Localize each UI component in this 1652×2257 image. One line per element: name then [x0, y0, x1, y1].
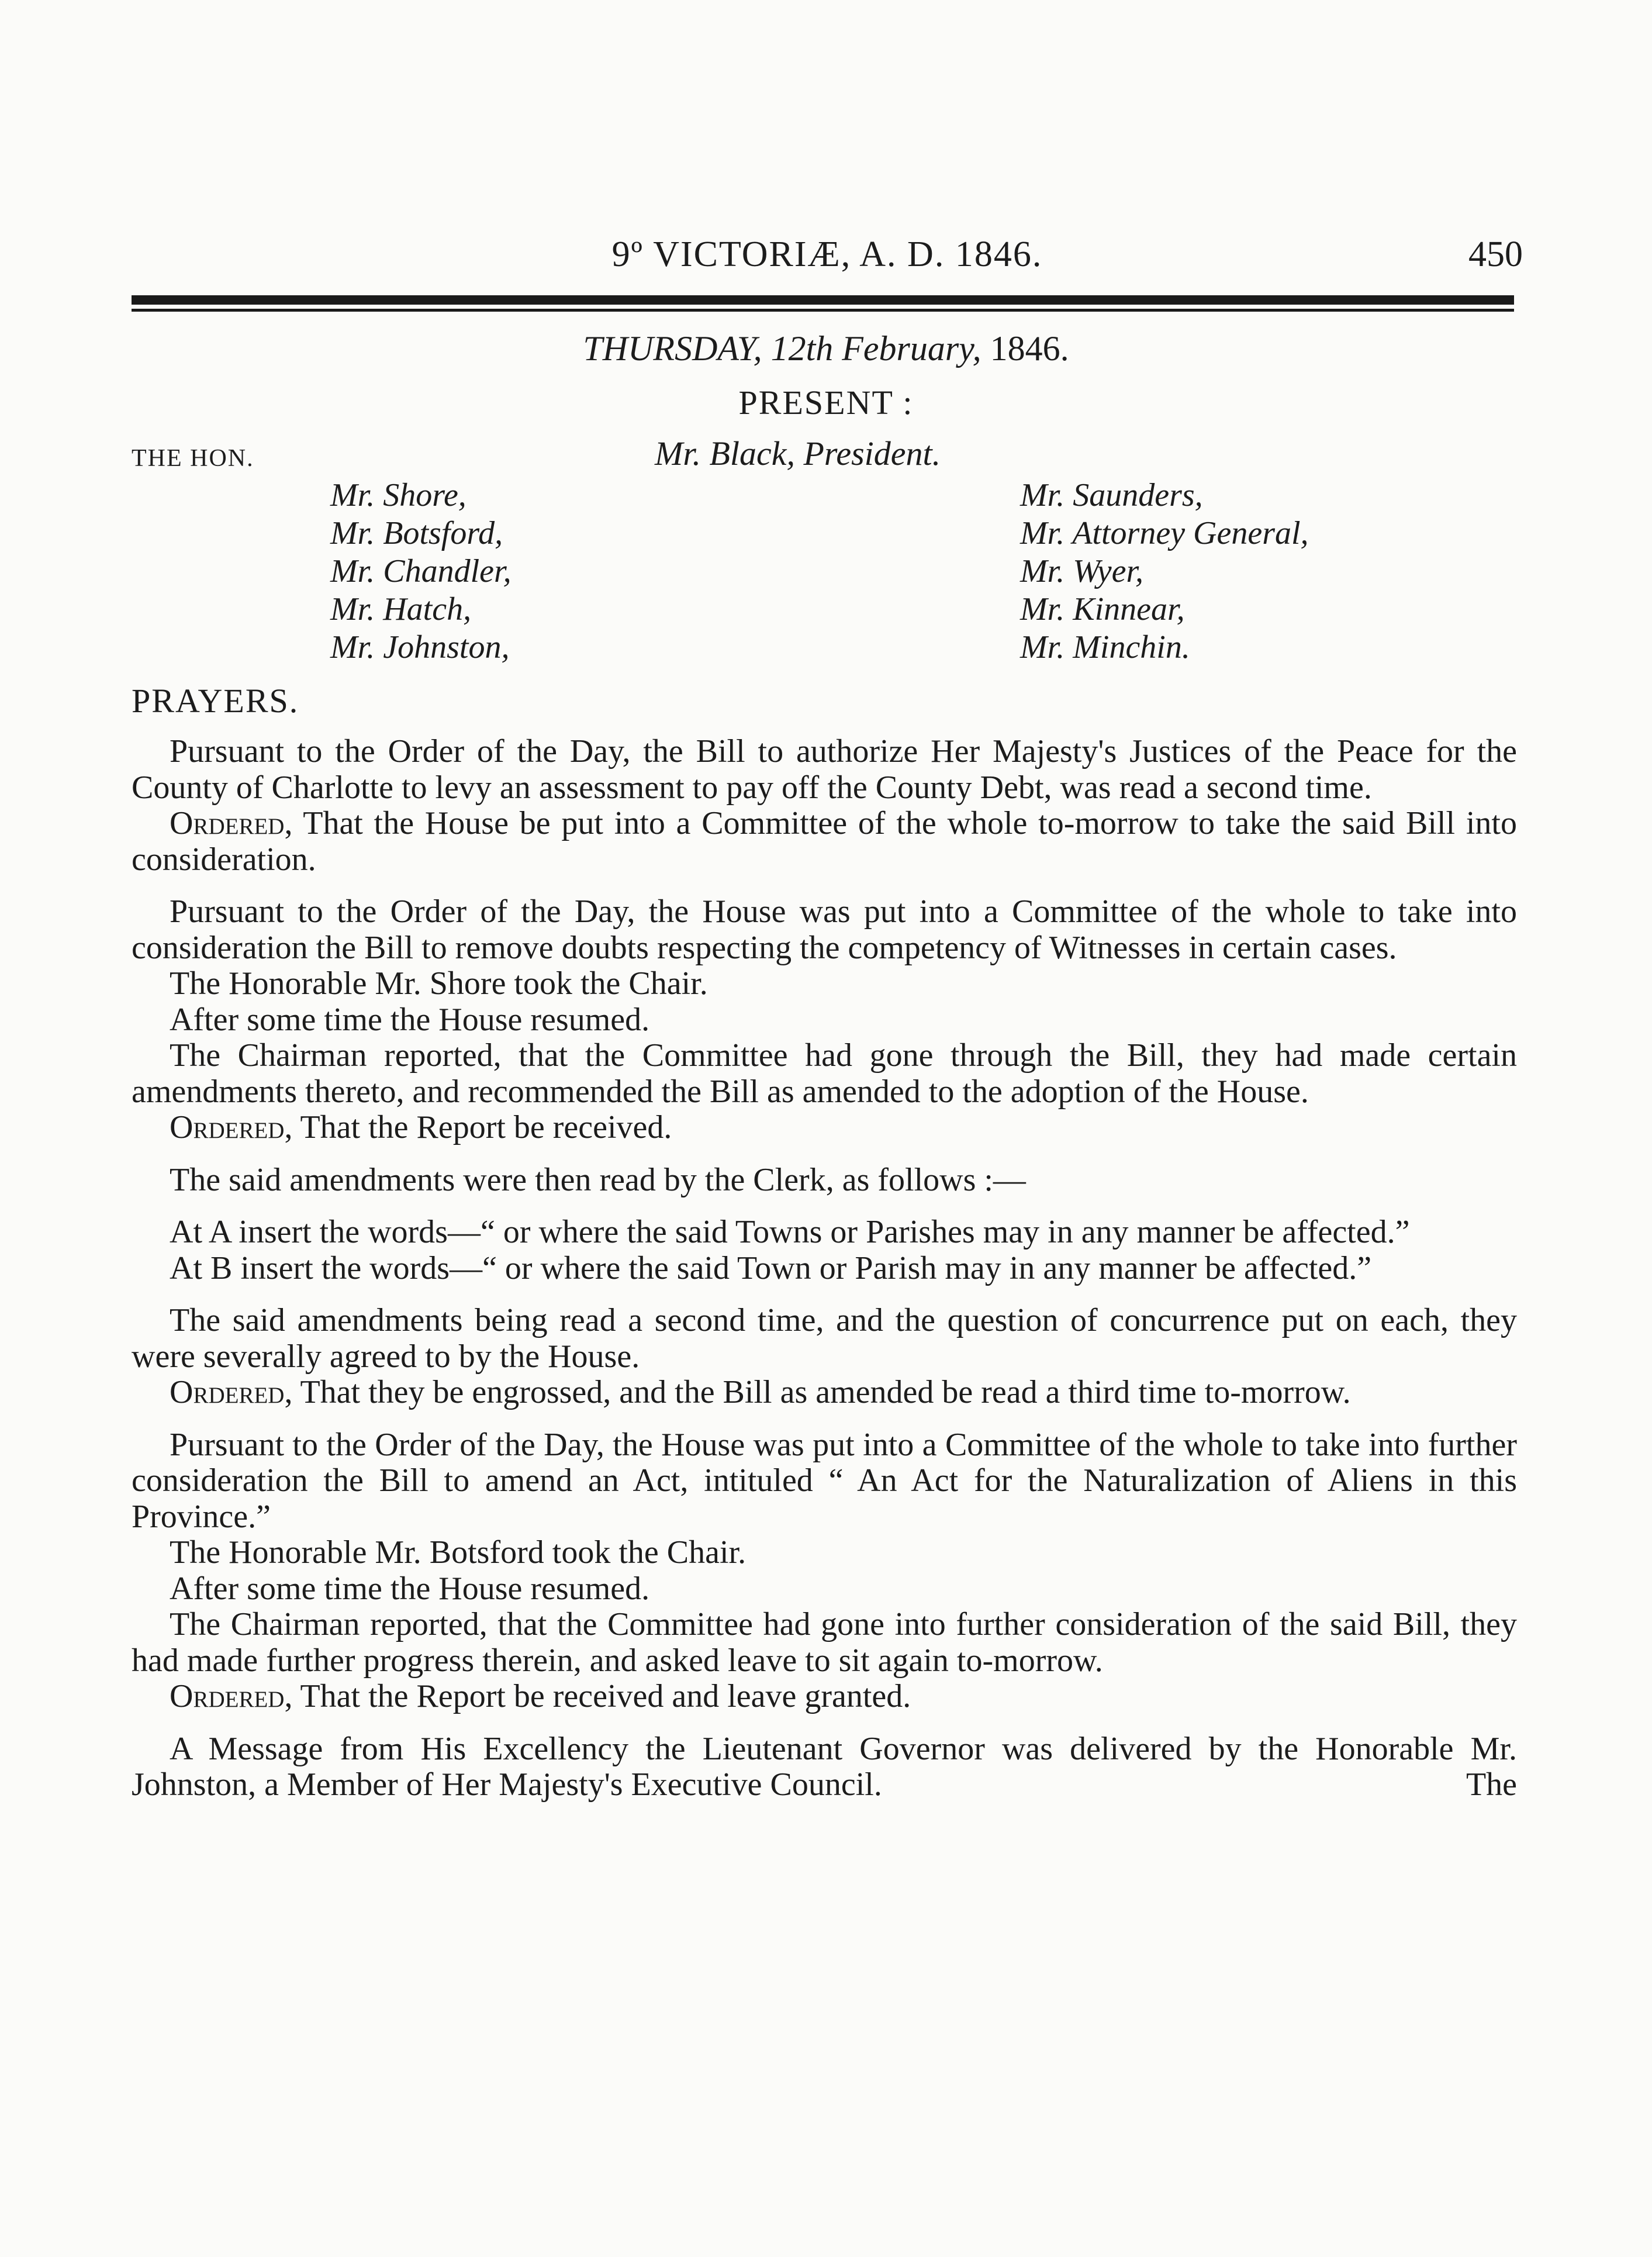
member-name: Mr. Saunders,: [1020, 477, 1203, 513]
member-name: Mr. Attorney General,: [1020, 515, 1309, 551]
present-heading: PRESENT :: [738, 384, 914, 422]
catchword: The: [1466, 1766, 1517, 1803]
member-name: Mr. Shore,: [330, 477, 466, 513]
paragraph: Ordered, That the House be put into a Committee of the whole to-morrow to take the said Bill into consideration.: [132, 805, 1517, 878]
paragraph: The Honorable Mr. Shore took the Chair.: [170, 965, 708, 1002]
paragraph: The Honorable Mr. Botsford took the Chair.: [170, 1534, 746, 1571]
paragraph: Pursuant to the Order of the Day, the House was put into a Committee of the whole to take into further consideration the Bill to amend an Act, intituled “ An Act for the Naturalization of Aliens in this Province.”: [132, 1426, 1517, 1535]
prayers-heading: PRAYERS.: [132, 682, 299, 720]
paragraph: Ordered, That they be engrossed, and the Bill as amended be read a third time to-morrow.: [170, 1374, 1351, 1410]
paragraph: At B insert the words—“ or where the said Town or Parish may in any manner be affected.”: [170, 1250, 1372, 1286]
paragraph: A Message from His Excellency the Lieutenant Governor was delivered by the Honorable Mr. Johnston, a Member of Her Majesty's Executive Council.: [132, 1730, 1517, 1803]
member-name: Mr. Hatch,: [330, 591, 472, 627]
paragraph: Ordered, That the Report be received.: [170, 1109, 672, 1145]
header-rule-thick: [132, 295, 1514, 305]
member-name: Mr. Chandler,: [330, 553, 512, 589]
paragraph: At A insert the words—“ or where the said Towns or Parishes may in any manner be affected.”: [170, 1214, 1410, 1250]
members-list-left: [330, 477, 512, 667]
ordered-lead: Ordered,: [170, 805, 293, 841]
date-line: [0, 329, 1652, 369]
member-name: Mr. Kinnear,: [1020, 591, 1185, 627]
paragraph: Pursuant to the Order of the Day, the House was put into a Committee of the whole to take into consideration the Bill to remove doubts respecting the competency of Witnesses in certain cases.: [132, 893, 1517, 966]
page-number: 450: [1468, 234, 1523, 274]
paragraph: The Chairman reported, that the Committee had gone into further consideration of the said Bill, they had made further progress therein, and asked leave to sit again to-morrow.: [132, 1606, 1517, 1679]
member-name: Mr. Johnston,: [330, 629, 510, 665]
paragraph: The said amendments being read a second time, and the question of concurrence put on each, they were severally agreed to by the House.: [132, 1302, 1517, 1375]
date-date: 12th February,: [770, 329, 981, 368]
last-paragraph-wrap: [132, 1731, 1517, 1803]
members-list-right: [1020, 477, 1309, 667]
page-header: [132, 234, 1523, 275]
ordered-lead: Ordered,: [170, 1374, 293, 1410]
running-title: 9º VICTORIÆ, A. D. 1846.: [611, 234, 1043, 274]
the-hon-label: THE HON.: [132, 445, 254, 472]
paragraph: Ordered, That the Report be received and leave granted.: [170, 1678, 911, 1714]
member-name: Mr. Botsford,: [330, 515, 503, 551]
paragraph: Pursuant to the Order of the Day, the Bill to authorize Her Majesty's Justices of the Peace for the County of Charlotte to levy an assessment to pay off the County Debt, was read a second time.: [132, 733, 1517, 806]
proceedings-body: [132, 734, 1517, 1803]
paragraph: After some time the House resumed.: [170, 1001, 650, 1038]
ordered-lead: Ordered,: [170, 1109, 293, 1145]
header-rule-thin: [132, 309, 1514, 312]
member-name: Mr. Wyer,: [1020, 553, 1144, 589]
president-line: Mr. Black, President.: [655, 434, 941, 472]
paragraph: The said amendments were then read by the Clerk, as follows :—: [170, 1161, 1026, 1198]
date-day: THURSDAY,: [583, 329, 762, 368]
ordered-lead: Ordered,: [170, 1678, 293, 1714]
date-year: 1846.: [990, 329, 1069, 368]
paragraph: The Chairman reported, that the Committee had gone through the Bill, they had made certain amendments thereto, and recommended the Bill as amended to the adoption of the House.: [132, 1037, 1517, 1110]
paragraph: After some time the House resumed.: [170, 1570, 650, 1607]
member-name: Mr. Minchin.: [1020, 629, 1190, 665]
